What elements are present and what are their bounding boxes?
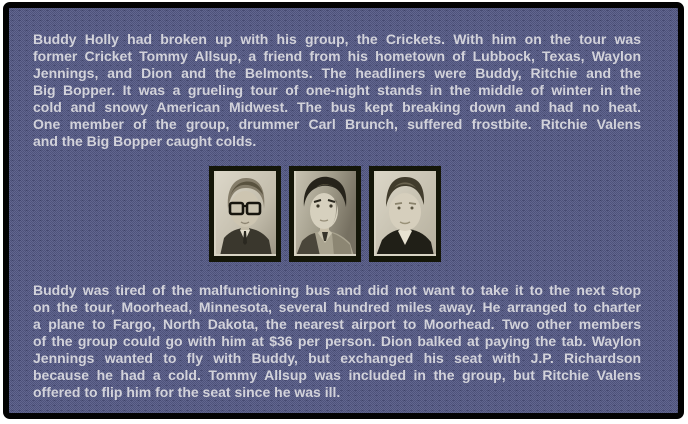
ritchie-valens-photo [289, 166, 361, 262]
big-bopper-portrait-image [374, 171, 436, 256]
text-line: cold and snowy American Midwest. The bus kept breaking down and had no heat. [33, 99, 641, 115]
text-line: on the tour, Moorhead, Minnesota, several hundred miles away. He arranged to charter [33, 299, 641, 315]
text-line: offered to flip him for the seat since he was ill. [33, 384, 341, 400]
portrait-photo-row [21, 166, 629, 262]
text-line: and the Big Bopper caught colds. [33, 133, 257, 149]
text-line: Jennings wanted to fly with Buddy, but exchanged his seat with J.P. Richardson [33, 350, 641, 366]
text-line: Big Bopper. It was a grueling tour of one-night stands in the middle of winter in the [33, 82, 641, 98]
ritchie-valens-portrait-image [294, 171, 356, 256]
text-line: former Cricket Tommy Allsup, a friend from his hometown of Lubbock, Texas, Waylon [33, 48, 641, 64]
text-line: of the group could go with him at $36 per person. Dion balked at paying the tab. Waylon [33, 333, 641, 349]
paragraph-2 [33, 282, 641, 401]
article-frame [3, 2, 684, 419]
text-line: One member of the group, drummer Carl Brunch, suffered frostbite. Ritchie Valens [33, 116, 641, 132]
big-bopper-photo [369, 166, 441, 262]
text-line: a plane to Fargo, North Dakota, the nearest airport to Moorhead. Two other members [33, 316, 641, 332]
text-line: Buddy was tired of the malfunctioning bus and did not want to take it to the next stop [33, 282, 641, 298]
buddy-holly-photo [209, 166, 281, 262]
buddy-holly-portrait-image [214, 171, 276, 256]
text-line: Jennings, and Dion and the Belmonts. The headliners were Buddy, Ritchie and the [33, 65, 641, 81]
text-line: Buddy Holly had broken up with his group, the Crickets. With him on the tour was [33, 31, 641, 47]
paragraph-1 [33, 31, 641, 150]
text-line: because he had a cold. Tommy Allsup was included in the group, but Ritchie Valens [33, 367, 641, 383]
